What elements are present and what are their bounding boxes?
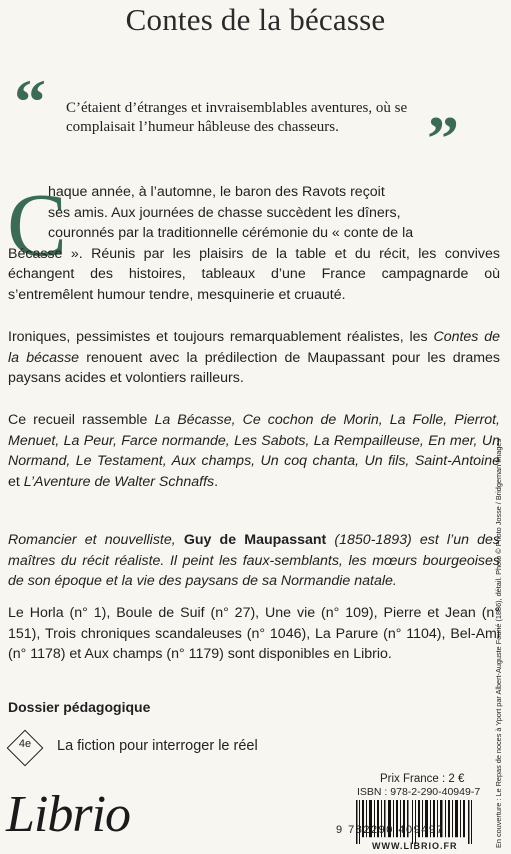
- other-titles: Le Horla (n° 1), Boule de Suif (n° 27), Une vie (n° 109), Pierre et Jean (n° 151), Trois chroniques scandaleuses (n° 1046), La Parure (n° 1104), Bel-Ami (n° 1178) et Aux champs (n° 1179) sont disponibles en Librio.: [8, 605, 500, 662]
- author-intro: Romancier et nouvelliste,: [8, 532, 184, 548]
- p3-and: et: [8, 473, 24, 490]
- p3-intro: Ce recueil rassemble: [8, 412, 155, 428]
- author-name: Guy de Maupassant: [183, 532, 327, 548]
- p2-book-title: Contes de la bécasse: [8, 329, 500, 366]
- isbn: ISBN : 978-2-290-40949-7: [357, 786, 481, 798]
- summary-rest: Bécasse ». Réunis par les plaisirs de la table et du récit, les convives échangent des histoires, tableaux d’une France campagnarde où s’entremêlent humour tendre, mesquinerie et cruauté.: [8, 245, 500, 303]
- summary-line-1: haque année, à l’automne, le baron des Ravots reçoit: [48, 184, 385, 200]
- publisher-logo: Librio: [6, 786, 131, 843]
- summary-paragraph-2: [8, 327, 500, 389]
- cover-credit: En couverture : Le Repas de noces à Yport par Albert-Auguste Fourié (1886), détail. Photo © Photo Josse / Bridgeman Images: [494, 438, 503, 848]
- open-quote-mark: “: [14, 66, 46, 137]
- pull-quote: C’étaient d’étranges et invraisemblables aventures, où se complaisait l’humeur hâbleuse des chasseurs.: [66, 100, 408, 135]
- author-bio: [8, 530, 500, 592]
- dossier-description: La fiction pour interroger le réel: [57, 738, 258, 754]
- level-label: 4e: [18, 738, 32, 750]
- contents-paragraph: [8, 410, 500, 492]
- dossier-heading: Dossier pédagogique: [8, 699, 151, 715]
- author-text: (1850-1893) est l’un des maîtres du récit réaliste. Il peint les faux-semblants, les mœurs bourgeoises de son époque et la vie des paysans de sa Normandie natale.: [8, 532, 501, 589]
- p3-end: .: [214, 473, 219, 490]
- summary-line-3: couronnés par la traditionnelle cérémonie du « conte de la: [48, 225, 414, 241]
- summary-line-2: ses amis. Aux journées de chasse succèdent les dîners,: [48, 204, 401, 221]
- barcode-digits: 9 782290 409497: [336, 824, 445, 836]
- p3-last-title: L’Aventure de Walter Schnaffs: [23, 473, 215, 490]
- price: Prix France : 2 €: [380, 773, 465, 785]
- barcode-icon: [356, 800, 474, 844]
- p2-text-a: Ironiques, pessimistes et toujours remarquablement réalistes, les: [8, 329, 434, 345]
- close-quote-mark: ”: [427, 103, 459, 174]
- website: WWW.LIBRIO.FR: [372, 841, 458, 851]
- p3-story-titles: La Bécasse, Ce cochon de Morin, La Folle, Pierrot, Menuet, La Peur, Farce normande, Les Sabots, La Rempailleuse, En mer, Un Normand, Le Testament, Aux champs, Un coq chanta, Un fils, Saint-Antoine: [8, 412, 500, 469]
- summary-paragraph-1: [7, 176, 500, 305]
- book-title: Contes de la bécasse: [125, 2, 386, 37]
- drop-cap: C: [7, 176, 68, 275]
- p2-text-c: renouent avec la prédilection de Maupassant pour les drames paysans acides et volontiers railleurs.: [8, 349, 501, 386]
